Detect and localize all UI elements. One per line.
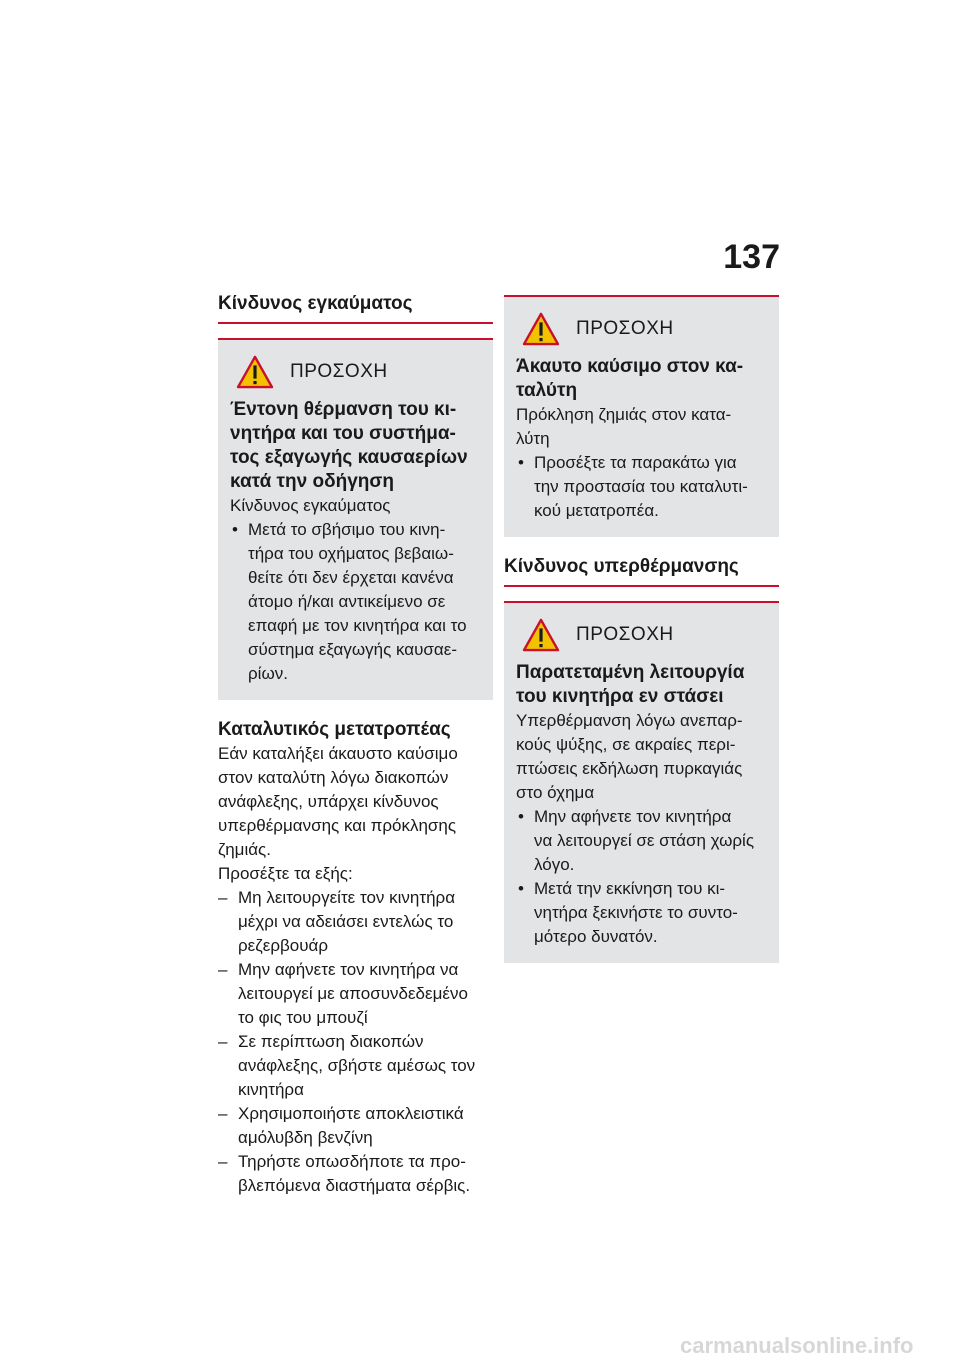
list-item-line: Μην αφήνετε τον κινητήρα να — [238, 960, 459, 979]
warning-subtitle-line: πτώσεις εκδήλωση πυρκαγιάς — [516, 759, 743, 778]
list-item — [516, 877, 767, 949]
list-item-line: Μη λειτουργείτε τον κινητήρα — [238, 888, 456, 907]
warning-label: ΠΡΟΣΟΧΗ — [576, 318, 674, 339]
warning-header — [516, 311, 767, 347]
warning-box-idling — [504, 601, 779, 963]
list-item — [230, 518, 481, 686]
warning-title-line: του κινητήρα εν στάσει — [516, 686, 724, 707]
warning-bullet-list — [230, 518, 481, 686]
warning-title-line: Άκαυτο καύσιμο στον κα- — [516, 356, 744, 377]
list-item-line: βλεπόμενα διαστήματα σέρβις. — [238, 1176, 471, 1195]
list-item — [516, 805, 767, 877]
watermark: carmanualsonline.info — [680, 1333, 914, 1358]
warning-label: ΠΡΟΣΟΧΗ — [290, 361, 388, 382]
warning-header — [230, 354, 481, 390]
warning-header — [516, 617, 767, 653]
warning-title-line: ταλύτη — [516, 380, 578, 401]
warning-title-line: κατά την οδήγηση — [230, 471, 394, 492]
catalyst-section — [218, 718, 493, 1198]
bullet-marker: • — [518, 807, 524, 826]
right-column — [504, 295, 779, 981]
warning-box-engine-heat — [218, 338, 493, 700]
bullet-marker: • — [518, 879, 524, 898]
list-item-line: ρίων. — [248, 664, 288, 683]
list-item-line: να λειτουργεί σε στάση χωρίς — [534, 831, 755, 850]
warning-subtitle-line: Πρόκληση ζημιάς στον κατα- — [516, 405, 732, 424]
list-item-line: αμόλυβδη βενζίνη — [238, 1128, 373, 1147]
list-item-line: ρεζερβουάρ — [238, 936, 329, 955]
list-item-line: επαφή με τον κινητήρα και το — [248, 616, 467, 635]
section-title-burn-hazard: Κίνδυνος εγκαύματος — [218, 292, 493, 324]
list-item — [516, 451, 767, 523]
warning-subtitle-line: κούς ψύξης, σε ακραίες περι- — [516, 735, 736, 754]
left-column — [218, 292, 493, 1198]
list-item-line: νητήρα ξεκινήστε το συντο- — [534, 903, 738, 922]
list-item — [218, 1030, 493, 1102]
list-item-line: κού μετατροπέα. — [534, 501, 659, 520]
list-item-line: μότερο δυνατόν. — [534, 927, 658, 946]
warning-subtitle-line: λύτη — [516, 429, 550, 448]
list-item-line: Μετά το σβήσιμο του κινη- — [248, 520, 446, 539]
warning-bullet-list — [516, 451, 767, 523]
list-item-line: Τηρήστε οπωσδήποτε τα προ- — [238, 1152, 466, 1171]
list-item-line: άτομο ή/και αντικείμενο σε — [248, 592, 446, 611]
paragraph-line: στον καταλύτη λόγω διακοπών — [218, 768, 449, 787]
list-item-line: τήρα του οχήματος βεβαιω- — [248, 544, 454, 563]
paragraph-line: ζημιάς. — [218, 840, 271, 859]
warning-title-line: Έντονη θέρμανση του κι- — [230, 399, 457, 420]
list-item-line: μέχρι να αδειάσει εντελώς το — [238, 912, 454, 931]
dash-marker: – — [218, 960, 228, 979]
paragraph-line: υπερθέρμανσης και πρόκλησης — [218, 816, 457, 835]
warning-box-unburnt-fuel — [504, 295, 779, 537]
list-item-line: λόγο. — [534, 855, 575, 874]
list-item-line: το φις του μπουζί — [238, 1008, 368, 1027]
list-item — [218, 886, 493, 958]
list-item-line: λειτουργεί με αποσυνδεδεμένο — [238, 984, 468, 1003]
catalyst-paragraph — [218, 742, 493, 862]
dash-marker: – — [218, 1152, 228, 1171]
bullet-marker: • — [518, 453, 524, 472]
warning-bullet-list — [516, 805, 767, 949]
warning-triangle-icon — [236, 355, 274, 389]
list-item-line: ανάφλεξης, σβήστε αμέσως τον — [238, 1056, 476, 1075]
list-item-line: Χρησιμοποιήστε αποκλειστικά — [238, 1104, 464, 1123]
catalyst-intro: Προσέξτε τα εξής: — [218, 864, 353, 883]
warning-title-line: νητήρα και του συστήμα- — [230, 423, 456, 444]
dash-marker: – — [218, 1032, 228, 1051]
catalyst-dash-list — [218, 886, 493, 1198]
warning-subtitle-line: στο όχημα — [516, 783, 595, 802]
list-item-line: Μετά την εκκίνηση του κι- — [534, 879, 726, 898]
list-item — [218, 1102, 493, 1150]
warning-title-line: τος εξαγωγής καυσαερίων — [230, 447, 468, 468]
warning-title — [230, 398, 481, 494]
warning-subtitle-line: Υπερθέρμανση λόγω ανεπαρ- — [516, 711, 743, 730]
warning-triangle-icon — [522, 312, 560, 346]
warning-triangle-icon — [522, 618, 560, 652]
list-item-line: κινητήρα — [238, 1080, 304, 1099]
dash-marker: – — [218, 1104, 228, 1123]
bullet-marker: • — [232, 520, 238, 539]
list-item — [218, 958, 493, 1030]
warning-label: ΠΡΟΣΟΧΗ — [576, 624, 674, 645]
paragraph-line: ανάφλεξης, υπάρχει κίνδυνος — [218, 792, 439, 811]
list-item-line: Σε περίπτωση διακοπών — [238, 1032, 424, 1051]
list-item-line: θείτε ότι δεν έρχεται κανένα — [248, 568, 454, 587]
section-title-overheating: Κίνδυνος υπερθέρμανσης — [504, 555, 779, 587]
list-item-line: την προστασία του καταλυτι- — [534, 477, 748, 496]
list-item-line: Μην αφήνετε τον κινητήρα — [534, 807, 732, 826]
page-number: 137 — [723, 238, 780, 276]
paragraph-line: Εάν καταλήξει άκαυστο καύσιμο — [218, 744, 458, 763]
list-item-line: σύστημα εξαγωγής καυσαε- — [248, 640, 457, 659]
warning-subtitle: Κίνδυνος εγκαύματος — [230, 496, 391, 515]
list-item — [218, 1150, 493, 1198]
list-item-line: Προσέξτε τα παρακάτω για — [534, 453, 737, 472]
dash-marker: – — [218, 888, 228, 907]
warning-title-line: Παρατεταμένη λειτουργία — [516, 662, 745, 683]
catalyst-heading: Καταλυτικός μετατροπέας — [218, 719, 451, 740]
